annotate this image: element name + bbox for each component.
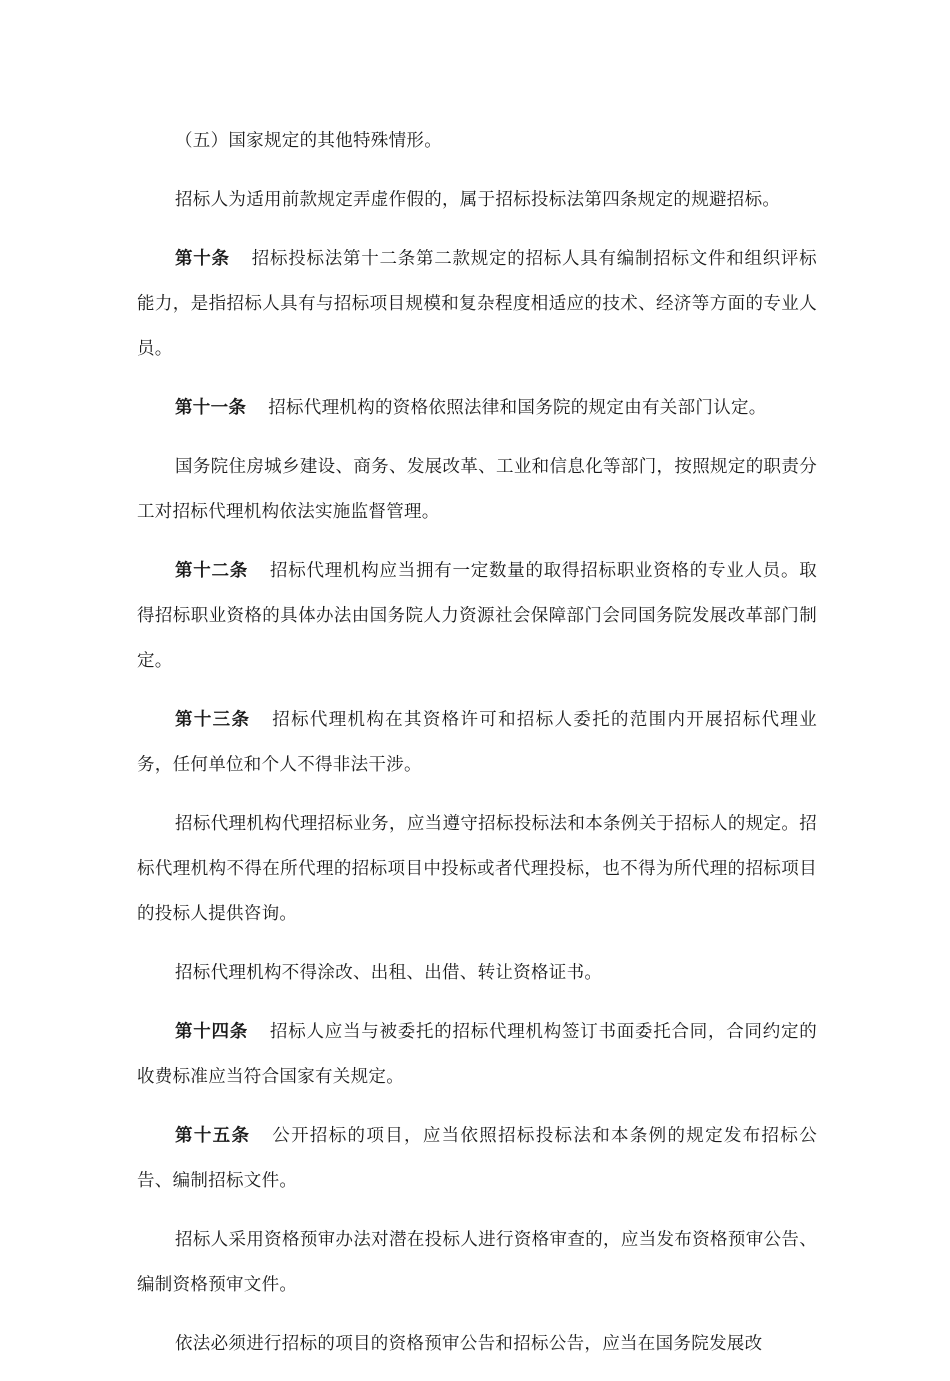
paragraph xyxy=(137,1322,817,1367)
article-paragraph xyxy=(137,237,817,372)
paragraph xyxy=(137,445,817,535)
paragraph-text: 招标代理机构代理招标业务，应当遵守招标投标法和本条例关于招标人的规定。招标代理机构不得在所代理的招标项目中投标或者代理投标，也不得为所代理的招标项目的投标人提供咨询。 xyxy=(137,814,817,924)
paragraph-text: 招标人为适用前款规定弄虚作假的，属于招标投标法第四条规定的规避招标。 xyxy=(175,190,781,210)
paragraph xyxy=(137,802,817,937)
article-paragraph xyxy=(137,1114,817,1204)
paragraph-text: 招标代理机构在其资格许可和招标人委托的范围内开展招标代理业务，任何单位和个人不得非法干涉。 xyxy=(137,710,817,775)
paragraph xyxy=(137,1218,817,1308)
article-paragraph xyxy=(137,698,817,788)
article-paragraph xyxy=(137,1010,817,1100)
article-number: 第十一条 xyxy=(175,398,247,418)
paragraph-text: 招标代理机构应当拥有一定数量的取得招标职业资格的专业人员。取得招标职业资格的具体办法由国务院人力资源社会保障部门会同国务院发展改革部门制定。 xyxy=(137,561,818,671)
paragraph-text: 招标代理机构的资格依照法律和国务院的规定由有关部门认定。 xyxy=(268,398,767,418)
paragraph xyxy=(137,119,817,164)
article-number: 第十二条 xyxy=(175,561,248,581)
paragraph xyxy=(137,178,817,223)
document-page xyxy=(137,119,817,1381)
paragraph-text: 招标投标法第十二条第二款规定的招标人具有编制招标文件和组织评标能力，是指招标人具有与招标项目规模和复杂程度相适应的技术、经济等方面的专业人员。 xyxy=(137,249,817,359)
paragraph-text: 招标人采用资格预审办法对潜在投标人进行资格审查的，应当发布资格预审公告、编制资格预审文件。 xyxy=(137,1230,817,1295)
paragraph-text: 依法必须进行招标的项目的资格预审公告和招标公告，应当在国务院发展改 xyxy=(175,1334,763,1354)
paragraph xyxy=(137,951,817,996)
paragraph-text: 招标人应当与被委托的招标代理机构签订书面委托合同，合同约定的收费标准应当符合国家有关规定。 xyxy=(137,1022,818,1087)
paragraph-text: 国务院住房城乡建设、商务、发展改革、工业和信息化等部门，按照规定的职责分工对招标代理机构依法实施监督管理。 xyxy=(137,457,817,522)
paragraph-text: 公开招标的项目，应当依照招标投标法和本条例的规定发布招标公告、编制招标文件。 xyxy=(137,1126,817,1191)
article-paragraph xyxy=(137,386,817,431)
article-number: 第十三条 xyxy=(175,710,251,730)
article-number: 第十四条 xyxy=(175,1022,248,1042)
article-number: 第十五条 xyxy=(175,1126,251,1146)
article-paragraph xyxy=(137,549,817,684)
paragraph-text: （五）国家规定的其他特殊情形。 xyxy=(175,131,442,151)
paragraph-text: 招标代理机构不得涂改、出租、出借、转让资格证书。 xyxy=(175,963,603,983)
article-number: 第十条 xyxy=(175,249,230,269)
